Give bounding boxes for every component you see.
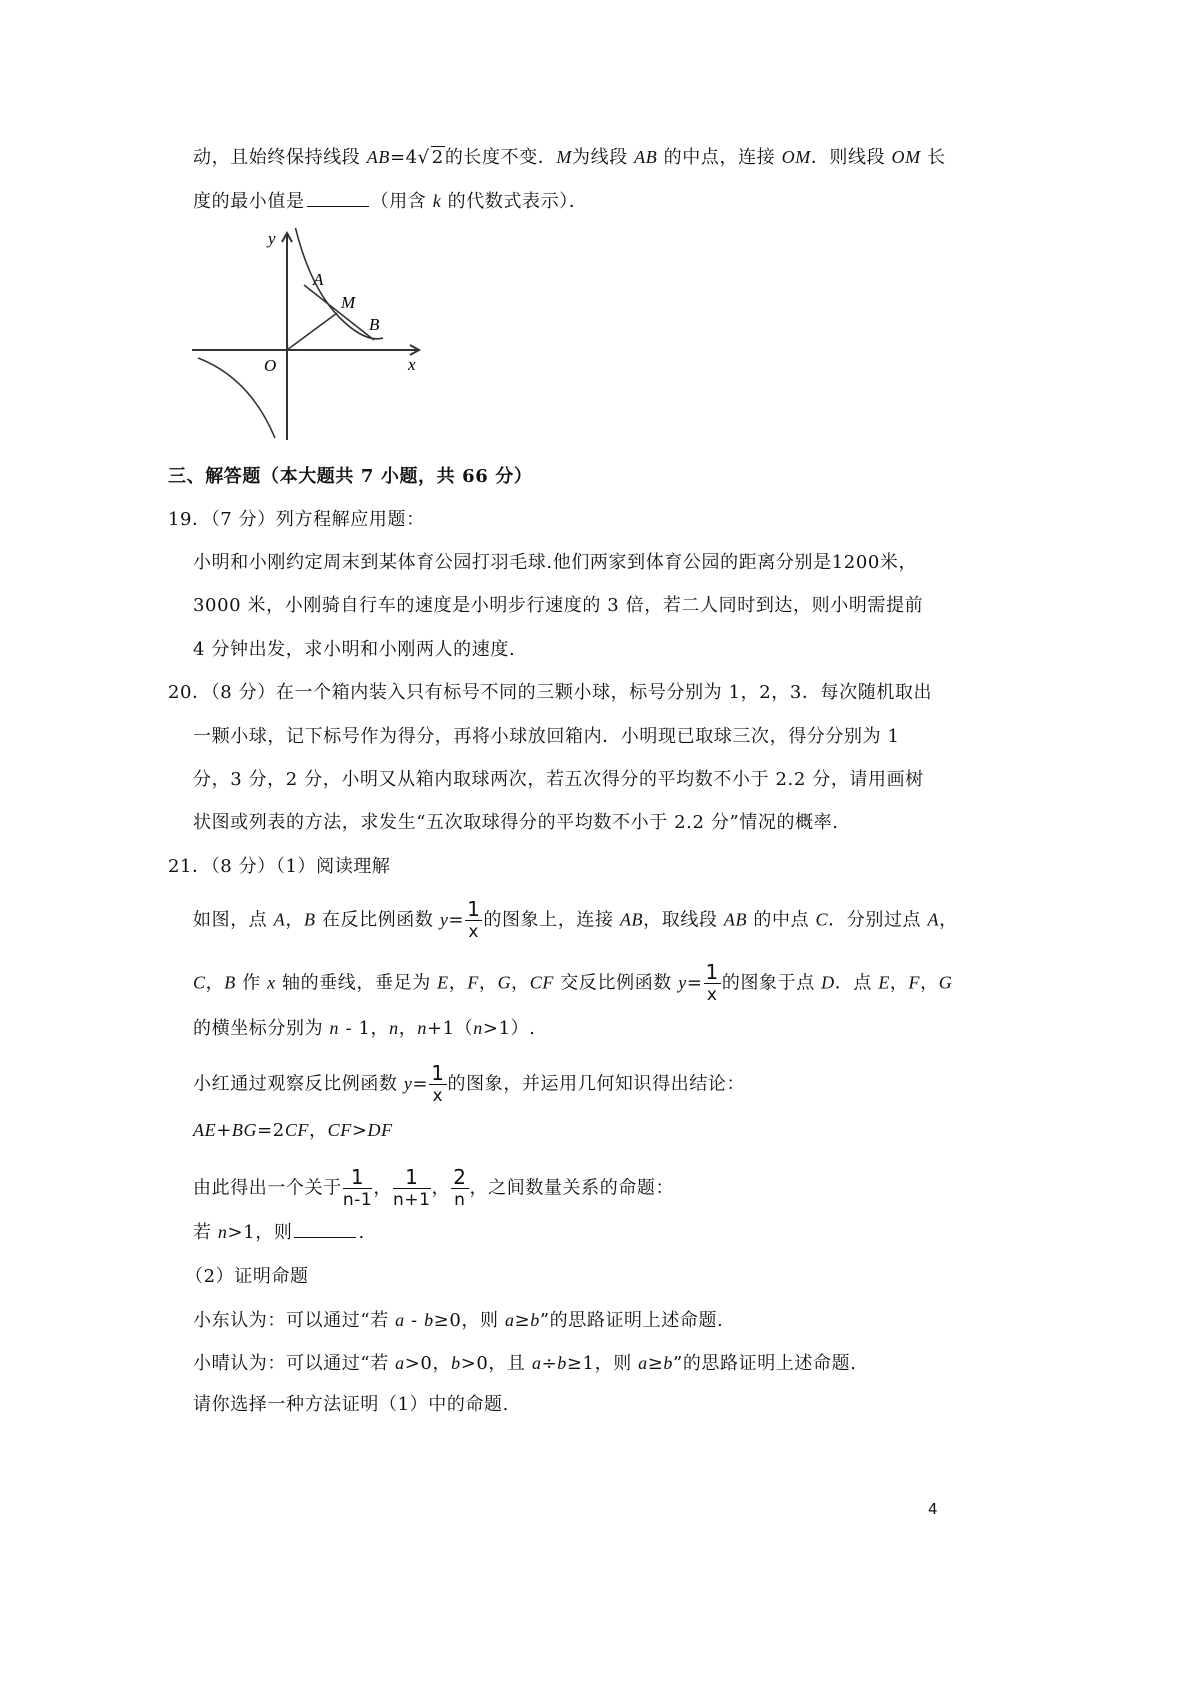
math-variable: M [556, 147, 573, 167]
segment-om [287, 313, 337, 350]
math-variable: n [389, 1018, 399, 1038]
math-variable: C [815, 909, 829, 930]
math-variable: a [531, 1353, 542, 1373]
text-run: 三、解答题（本大题共 7 小题，共 66 分） [168, 466, 533, 487]
text-run: 的图象于点 [721, 972, 822, 994]
math-variable: E [437, 972, 449, 993]
text-line [193, 1166, 674, 1211]
math-variable: AB [366, 147, 390, 167]
text-run: 的中点 [747, 909, 816, 931]
text-run: 分，3 分，2 分，小明又从箱内取球两次，若五次得分的平均数不小于 2.2 分，请用画树 [193, 769, 924, 790]
text-run: 4 分钟出发，求小明和小刚两人的速度. [193, 639, 516, 660]
math-variable: y [678, 972, 687, 993]
text-run: = [448, 909, 465, 931]
point-a-label: A [313, 270, 324, 289]
math-variable: y [403, 1073, 413, 1094]
text-run: ．点 [834, 972, 879, 994]
text-run: 小东认为：可以通过“若 [193, 1310, 396, 1331]
text-run: ≥ [647, 1353, 664, 1374]
text-run: 一颗小球，记下标号作为得分，再将小球放回箱内．小明现已取球三次，得分分别为 1 [193, 726, 900, 747]
sqrt-sign: √ [417, 147, 430, 168]
text-run: 的图象，并运用几何知识得出结论： [447, 1073, 746, 1095]
text-run: ．则线段 [810, 147, 892, 168]
answer-blank [294, 1219, 356, 1238]
text-run: = [412, 1073, 429, 1095]
text-run: + [216, 1120, 232, 1141]
text-line [193, 961, 952, 1006]
math-variable: AB [723, 909, 748, 930]
math-variable: k [432, 191, 442, 211]
text-run: ”的思路证明上述命题. [673, 1353, 857, 1374]
math-variable: B [224, 972, 236, 993]
text-run: 状图或列表的方法，求发生“五次取球得分的平均数不小于 2.2 分”情况的概率. [193, 812, 839, 833]
text-run: >1，则 [227, 1222, 293, 1243]
fraction-denominator: x [468, 922, 480, 942]
text-run: 小红通过观察反比例函数 [193, 1073, 404, 1095]
text-run: - [404, 1310, 425, 1331]
text-line [193, 1118, 393, 1143]
math-variable: DF [367, 1120, 393, 1140]
math-variable: F [908, 972, 921, 993]
text-run: ， [939, 909, 958, 931]
text-line [193, 811, 839, 835]
text-line [193, 551, 917, 575]
math-variable: a [504, 1310, 515, 1330]
text-run: ， [373, 1177, 392, 1199]
fraction-denominator: n [454, 1190, 466, 1210]
text-line [193, 188, 587, 214]
text-run: ， [398, 1018, 418, 1039]
text-line [193, 1062, 745, 1107]
fraction [343, 1166, 373, 1211]
answer-blank [307, 188, 369, 207]
text-line [193, 1393, 509, 1417]
math-variable: B [303, 909, 316, 930]
fraction-numerator: 1 [393, 1166, 431, 1189]
text-run: 的代数式表示）． [441, 191, 588, 212]
text-line [168, 855, 391, 879]
math-variable: a [395, 1310, 405, 1330]
text-run: ， [920, 972, 939, 994]
math-variable: D [821, 972, 835, 993]
math-variable: E [878, 972, 890, 993]
math-variable: b [557, 1353, 567, 1373]
text-run: 若 [193, 1222, 218, 1243]
text-run: =4 [389, 147, 418, 168]
math-variable: n [329, 1018, 340, 1038]
text-line [193, 1308, 723, 1333]
fraction-numerator: 1 [705, 960, 719, 984]
text-run: > [351, 1120, 368, 1141]
math-variable: CF [284, 1120, 310, 1140]
hyperbola-figure [190, 228, 430, 443]
text-run: 由此得出一个关于 [193, 1177, 342, 1199]
math-variable: AE [193, 1120, 217, 1140]
text-run: ．分别过点 [828, 909, 928, 931]
fraction [465, 898, 482, 943]
text-run: 请你选择一种方法证明（1）中的命题. [193, 1394, 509, 1415]
page-number: 4 [928, 1500, 938, 1518]
text-line [193, 594, 923, 618]
point-m-label: M [341, 293, 356, 312]
text-run: 作 [235, 972, 268, 994]
text-run: 20．（8 分）在一个箱内装入只有标号不同的三颗小球，标号分别为 1，2，3．每次随机取出 [168, 682, 933, 703]
text-run: =2 [257, 1120, 285, 1141]
text-run: 小明和小刚约定周末到某体育公园打羽毛球.他们两家到体育公园的距离分别是1200米， [193, 552, 918, 573]
math-variable: n [217, 1222, 228, 1242]
text-line [168, 508, 425, 532]
text-line [193, 638, 515, 662]
text-run: 交反比例函数 [553, 972, 679, 994]
fraction [451, 1166, 468, 1211]
fraction [704, 961, 721, 1006]
math-variable: b [424, 1310, 434, 1330]
text-run: 19．（7 分）列方程解应用题： [168, 509, 425, 530]
text-run: ÷ [541, 1353, 558, 1374]
text-run: 小晴认为：可以通过“若 [193, 1353, 396, 1374]
text-run: ≥1，则 [566, 1353, 639, 1374]
text-line [193, 768, 924, 792]
fraction-denominator: x [432, 1086, 444, 1106]
text-run: 为线段 [572, 147, 635, 168]
text-run: >0，且 [460, 1353, 532, 1374]
text-run: 的图象上，连接 [483, 909, 620, 931]
math-variable: AB [634, 147, 658, 167]
math-variable: OM [891, 147, 921, 167]
fraction-numerator: 1 [431, 1061, 445, 1085]
text-run: . [358, 1222, 365, 1243]
fraction-numerator: 1 [467, 897, 481, 921]
text-line [193, 898, 958, 943]
text-run: ，取线段 [643, 909, 724, 931]
math-variable: A [273, 909, 286, 930]
origin-label: O [264, 356, 277, 375]
math-variable: G [497, 972, 512, 993]
math-variable: x [267, 972, 276, 993]
text-run: 3000 米，小刚骑自行车的速度是小明步行速度的 3 倍，若二人同时到达，则小明需提前 [193, 595, 924, 616]
math-variable: F [467, 972, 479, 993]
math-variable: C [193, 972, 206, 993]
text-run: >0， [404, 1353, 452, 1374]
math-variable: a [638, 1353, 648, 1373]
math-variable: AB [619, 909, 644, 930]
math-variable: a [395, 1353, 405, 1373]
fraction-numerator: 2 [453, 1165, 467, 1189]
fraction-denominator: n+1 [392, 1190, 431, 1210]
fraction-numerator: 1 [343, 1166, 373, 1189]
text-run: 21．（8 分）（1）阅读理解 [168, 856, 391, 877]
math-variable: y [439, 909, 449, 930]
math-variable: b [663, 1353, 674, 1373]
text-run: 度的最小值是 [193, 191, 305, 212]
math-variable: CF [529, 972, 554, 993]
text-run: ， [511, 972, 530, 994]
text-run: ≥0，则 [433, 1310, 505, 1331]
y-axis-label: y [268, 229, 276, 248]
text-run: +1（ [426, 1018, 474, 1039]
math-variable: b [530, 1310, 540, 1330]
text-run: 如图，点 [193, 909, 274, 931]
text-run: - 1， [339, 1018, 390, 1039]
math-variable: OM [781, 147, 811, 167]
text-run: ， [448, 972, 468, 994]
segment-ab [304, 285, 374, 340]
math-variable: G [938, 972, 953, 993]
text-line [168, 681, 932, 705]
text-run: 在反比例函数 [315, 909, 440, 931]
text-run: ， [431, 1177, 451, 1199]
math-variable: n [417, 1018, 427, 1038]
text-run: 长 [920, 147, 946, 168]
fraction-denominator: x [706, 985, 718, 1005]
text-run: ， [285, 909, 304, 931]
text-run: 轴的垂线，垂足为 [275, 972, 438, 994]
x-axis-label: x [408, 355, 416, 374]
fraction [429, 1062, 446, 1107]
text-run: = [686, 972, 703, 994]
math-variable: A [927, 909, 940, 930]
text-run: ， [478, 972, 498, 994]
sqrt-radicand: 2 [431, 147, 444, 168]
text-run: ”的思路证明上述命题. [539, 1310, 724, 1331]
text-run: ≥ [514, 1310, 531, 1331]
math-variable: b [451, 1353, 461, 1373]
text-run: >1）. [482, 1018, 536, 1039]
text-line [193, 145, 946, 170]
text-run: ， [205, 972, 225, 994]
text-run: ， [309, 1120, 328, 1141]
text-line [193, 1016, 536, 1041]
text-line [185, 1265, 309, 1289]
text-run: （2）证明命题 [185, 1266, 309, 1287]
text-run: ，之间数量关系的命题： [469, 1177, 675, 1199]
text-run: 的长度不变． [444, 147, 557, 168]
section-heading [168, 465, 532, 489]
text-line [193, 1219, 365, 1245]
text-line [193, 725, 900, 749]
math-variable: BG [231, 1120, 258, 1140]
fraction [393, 1166, 431, 1211]
math-variable: n [473, 1018, 483, 1038]
math-variable: CF [327, 1120, 352, 1140]
fraction-denominator: n-1 [342, 1190, 373, 1210]
point-b-label: B [369, 315, 380, 334]
text-run: 的横坐标分别为 [193, 1018, 330, 1039]
text-run: 的中点，连接 [657, 147, 782, 168]
text-run: ， [889, 972, 909, 994]
text-line [193, 1351, 857, 1376]
text-run: （用含 [370, 191, 433, 212]
text-run: 动，且始终保持线段 [193, 147, 367, 168]
